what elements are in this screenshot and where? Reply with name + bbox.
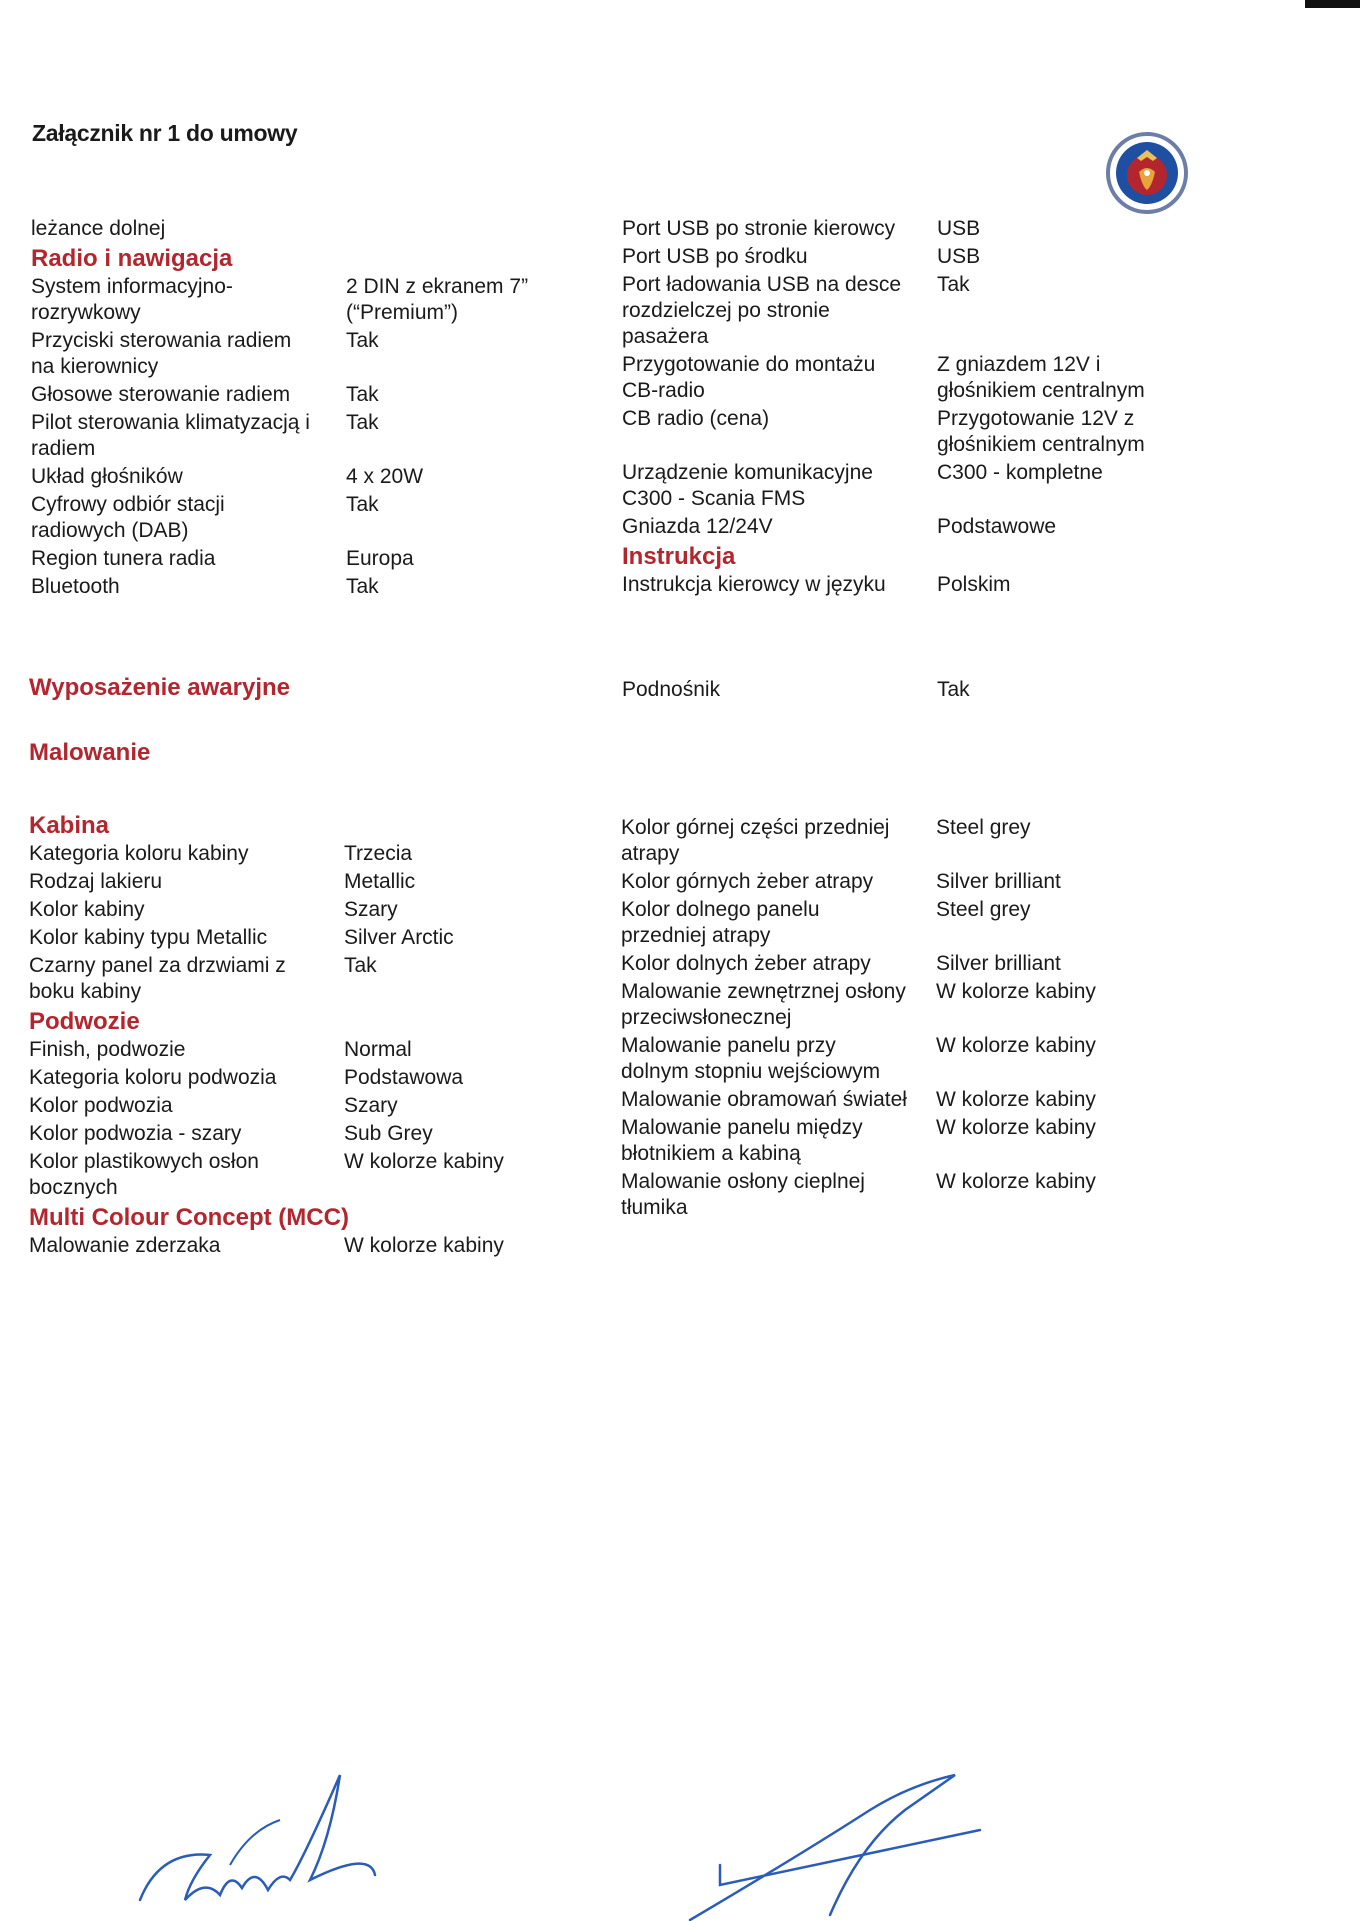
section-heading-painting: Malowanie [29, 739, 151, 766]
signature-right-icon [680, 1765, 1000, 1921]
spec-value: Tak [346, 575, 379, 598]
spec-label: Malowanie panelu przy dolnym stopniu wejściowym [621, 1034, 881, 1083]
spec-label: Finish, podwozie [29, 1038, 186, 1061]
spec-label: Kolor górnych żeber atrapy [621, 870, 874, 893]
paint-left-column [29, 811, 589, 1261]
spec-label: Malowanie osłony cieplnej tłumika [621, 1170, 865, 1219]
spec-row [622, 244, 1302, 270]
grille-rows [621, 815, 1301, 1221]
spec-label: Czarny panel za drzwiami z boku kabiny [29, 954, 286, 1003]
spec-row [622, 460, 1302, 512]
spec-row [621, 815, 1301, 867]
instrukcja-rows [622, 572, 1302, 598]
emergency-label: Podnośnik [622, 678, 721, 701]
usb-rows [622, 216, 1302, 540]
spec-value: Europa [346, 547, 414, 570]
spec-label: Kolor plastikowych osłon bocznych [29, 1150, 259, 1199]
spec-label: Malowanie obramowań świateł [621, 1088, 907, 1111]
section-heading-radio: Radio i nawigacja [31, 245, 233, 272]
spec-value: Podstawowe [937, 515, 1057, 538]
mcc-rows [29, 1233, 589, 1259]
section-heading-mcc: Multi Colour Concept (MCC) [29, 1204, 349, 1231]
chassis-rows [29, 1037, 589, 1201]
spec-value: USB [937, 245, 981, 268]
spec-row [29, 1149, 589, 1201]
spec-label: Przygotowanie do montażu CB-radio [622, 353, 876, 402]
spec-row [622, 216, 1302, 242]
spec-label: System informacyjno- rozrywkowy [31, 275, 233, 324]
spec-value: Silver Arctic [344, 926, 454, 949]
spec-label: Kolor podwozia - szary [29, 1122, 242, 1145]
carry-line [31, 216, 591, 242]
spec-row [29, 953, 589, 1005]
spec-row [621, 897, 1301, 949]
spec-value: Tak [346, 493, 379, 516]
spec-row [29, 925, 589, 951]
spec-row [621, 1169, 1301, 1221]
spec-label: Kolor dolnych żeber atrapy [621, 952, 871, 975]
spec-label: Kolor górnej części przedniej atrapy [621, 816, 890, 865]
cab-rows [29, 841, 589, 1005]
section-heading-kabina: Kabina [29, 812, 110, 839]
spec-label: Kategoria koloru kabiny [29, 842, 249, 865]
spec-row [31, 546, 591, 572]
spec-label: Kolor kabiny typu Metallic [29, 926, 268, 949]
spec-row [621, 1033, 1301, 1085]
radio-rows [31, 274, 591, 600]
usb-right-column [622, 216, 1302, 600]
section-heading-instrukcja: Instrukcja [622, 543, 736, 570]
spec-row [621, 1087, 1301, 1113]
spec-row [29, 1233, 589, 1259]
spec-label: Rodzaj lakieru [29, 870, 163, 893]
spec-label: Port USB po środku [622, 245, 808, 268]
spec-row [29, 1065, 589, 1091]
spec-value: Przygotowanie 12V z głośnikiem centralnym [937, 407, 1145, 456]
spec-label: Region tunera radia [31, 547, 216, 570]
spec-row [621, 979, 1301, 1031]
signature-left-icon [130, 1760, 410, 1921]
spec-value: Szary [344, 1094, 398, 1117]
spec-value: Polskim [937, 573, 1011, 596]
spec-row [29, 897, 589, 923]
spec-row [29, 1093, 589, 1119]
spec-label: Pilot sterowania klimatyzacją i radiem [31, 411, 310, 460]
paint-right-column [621, 815, 1301, 1223]
spec-row [622, 514, 1302, 540]
spec-row [31, 274, 591, 326]
spec-row [622, 572, 1302, 598]
spec-label: Kolor podwozia [29, 1094, 173, 1117]
spec-label: Kategoria koloru podwozia [29, 1066, 277, 1089]
spec-value: Sub Grey [344, 1122, 433, 1145]
spec-row [31, 410, 591, 462]
spec-row [621, 869, 1301, 895]
spec-label: Gniazda 12/24V [622, 515, 773, 538]
spec-value: 4 x 20W [346, 465, 424, 488]
spec-label: Urządzenie komunikacyjne C300 - Scania FMS [622, 461, 873, 510]
spec-value: Silver brilliant [936, 870, 1061, 893]
spec-value: 2 DIN z ekranem 7” (“Premium”) [346, 275, 529, 324]
spec-row [622, 406, 1302, 458]
spec-value: W kolorze kabiny [344, 1150, 504, 1173]
spec-value: Tak [346, 383, 379, 406]
scan-crop-mark [1305, 0, 1360, 8]
spec-value: Steel grey [936, 898, 1031, 921]
spec-row [622, 352, 1302, 404]
spec-value: Silver brilliant [936, 952, 1061, 975]
spec-row [31, 382, 591, 408]
spec-value: Tak [344, 954, 377, 977]
spec-value: C300 - kompletne [937, 461, 1103, 484]
spec-label: Układ głośników [31, 465, 183, 488]
spec-row [29, 841, 589, 867]
spec-value: Tak [937, 273, 970, 296]
radio-left-column [31, 216, 591, 602]
spec-row [31, 328, 591, 380]
section-heading-emergency: Wyposażenie awaryjne [29, 674, 290, 701]
spec-label: CB radio (cena) [622, 407, 770, 430]
spec-row [621, 951, 1301, 977]
spec-label: Bluetooth [31, 575, 120, 598]
spec-label: Kolor dolnego panelu przedniej atrapy [621, 898, 820, 947]
spec-label: Cyfrowy odbiór stacji radiowych (DAB) [31, 493, 225, 542]
spec-value: W kolorze kabiny [344, 1234, 504, 1257]
spec-value: W kolorze kabiny [936, 980, 1096, 1003]
spec-value: Metallic [344, 870, 416, 893]
spec-row [31, 492, 591, 544]
spec-row [29, 1121, 589, 1147]
spec-label: Malowanie panelu między błotnikiem a kabiną [621, 1116, 863, 1165]
spec-label: Malowanie zderzaka [29, 1234, 221, 1257]
spec-label: Kolor kabiny [29, 898, 145, 921]
scania-griffin-logo-icon [1104, 128, 1190, 218]
spec-row [31, 464, 591, 490]
spec-value: Steel grey [936, 816, 1031, 839]
spec-value: USB [937, 217, 981, 240]
section-heading-podwozie: Podwozie [29, 1008, 140, 1035]
spec-row [622, 272, 1302, 350]
spec-label: Port ładowania USB na desce rozdzielczej po stronie pasażera [622, 273, 901, 348]
spec-value: Trzecia [344, 842, 413, 865]
spec-value: Normal [344, 1038, 412, 1061]
spec-value: W kolorze kabiny [936, 1170, 1096, 1193]
spec-value: W kolorze kabiny [936, 1034, 1096, 1057]
spec-row [621, 1115, 1301, 1167]
spec-label: Przyciski sterowania radiem na kierownicy [31, 329, 292, 378]
carry-text: leżance dolnej [31, 217, 166, 240]
spec-value: Tak [346, 411, 379, 434]
spec-label: Głosowe sterowanie radiem [31, 383, 291, 406]
spec-value: W kolorze kabiny [936, 1088, 1096, 1111]
emergency-value: Tak [937, 678, 970, 701]
spec-label: Instrukcja kierowcy w języku [622, 573, 886, 596]
spec-value: Podstawowa [344, 1066, 464, 1089]
page-title: Załącznik nr 1 do umowy [32, 120, 298, 146]
spec-value: W kolorze kabiny [936, 1116, 1096, 1139]
spec-value: Tak [346, 329, 379, 352]
spec-row [29, 869, 589, 895]
spec-row [29, 1037, 589, 1063]
spec-label: Port USB po stronie kierowcy [622, 217, 896, 240]
spec-value: Szary [344, 898, 398, 921]
spec-value: Z gniazdem 12V i głośnikiem centralnym [937, 353, 1145, 402]
spec-row [31, 574, 591, 600]
spec-label: Malowanie zewnętrznej osłony przeciwsłonecznej [621, 980, 906, 1029]
